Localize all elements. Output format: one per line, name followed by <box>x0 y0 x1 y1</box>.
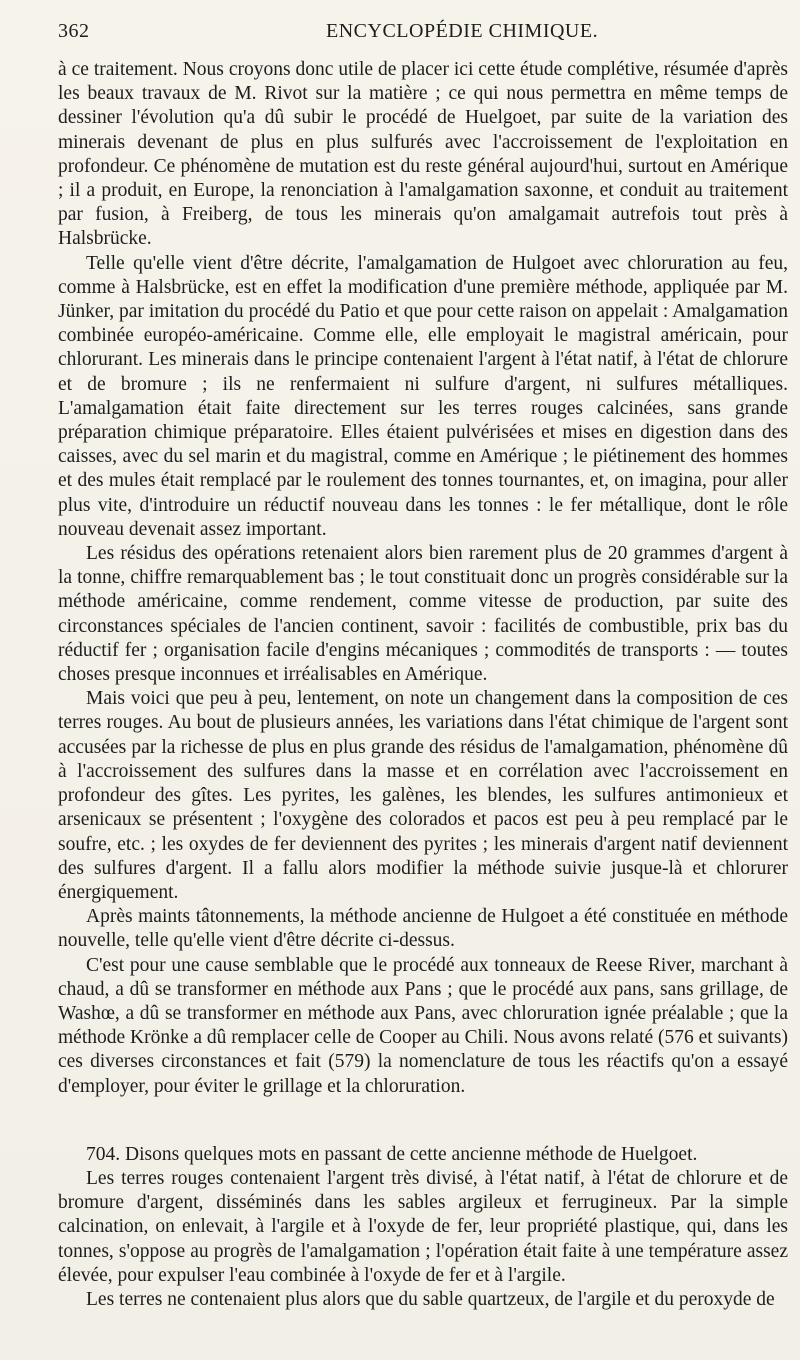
running-title: ENCYCLOPÉDIE CHIMIQUE. <box>326 20 599 42</box>
paragraph-6: C'est pour une cause semblable que le procédé aux tonneaux de Reese River, marchant à chaud, a dû se transformer en méthode aux Pans ; que le procédé aux pans, sans grillage, de Washœ, a dû se transformer en méthode aux Pans, avec chloruration ignée préalable ; que la méthode Krönke a dû remplacer celle de Cooper au Chili. Nous avons relaté (576 et suivants) ces diverses circonstances et fait (579) la nomenclature de tous les réactifs qu'on a essayé d'employer, pour éviter le grillage et la chloruration. <box>58 954 788 1097</box>
section-paragraph-1: Les terres rouges contenaient l'argent très divisé, à l'état natif, à l'état de chlorure et de bromure d'argent, disséminés dans les sables argileux et ferrugineux. Par la simple calcination, on enlevait, à l'argile et à l'oxyde de fer, leur propriété plastique, qui, dans les tonnes, s'oppose au progrès de l'amalgamation ; l'opération était faite à une température assez élevée, pour expulser l'eau combinée à l'oxyde de fer et à l'argile. <box>58 1167 788 1286</box>
body-text <box>58 58 788 1312</box>
paragraph-5: Après maints tâtonnements, la méthode ancienne de Hulgoet a été constituée en méthode nouvelle, telle qu'elle vient d'être décrite ci-dessus. <box>58 906 788 952</box>
section-title: 704. Disons quelques mots en passant de cette ancienne méthode de Huelgoet. <box>86 1143 698 1165</box>
page-header <box>58 20 788 48</box>
paragraph-2: Telle qu'elle vient d'être décrite, l'amalgamation de Hulgoet avec chloruration au feu, comme à Halsbrücke, est en effet la modification d'une première méthode, appliquée par M. Jünker, par imitation du procédé du Patio et que pour cette raison on appelait : Amalgamation combinée européo-américaine. Comme elle, elle employait le magistral américain, pour chlorurant. Les minerais dans le principe contenaient l'argent à l'état natif, à l'état de chlorure et de bromure ; ils ne renfermaient ni sulfure d'argent, ni sulfures métalliques. L'amalgamation était faite directement sur les terres rouges calcinées, sans grande préparation chimique préparatoire. Elles étaient pulvérisées et mises en digestion dans des caisses, avec du sel marin et du magistral, comme en Amérique ; le piétinement des hommes et des mules était remplacé par le roulement des tonnes tournantes, et, on imagina, pour aller plus vite, d'introduire un réductif nouveau dans les tonnes : le fer métallique, dont le rôle nouveau devenait assez important. <box>58 252 788 540</box>
section-gap <box>58 1099 788 1143</box>
paragraph-1: à ce traitement. Nous croyons donc utile de placer ici cette étude complétive, résumée d'après les beaux travaux de M. Rivot sur la matière ; ce qui nous permettra en même temps de dessiner l'évolution qu'a dû subir le procédé de Huelgoet, par suite de la variation des minerais devenant de plus en plus sulfurés avec l'accroissement de l'exploitation en profondeur. Ce phénomène de mutation est du reste général aujourd'hui, surtout en Amérique ; il a produit, en Europe, la renonciation à l'amalgamation saxonne, et conduit au traitement par fusion, à Freiberg, de tous les minerais qu'on amalgamait autrefois tout près à Halsbrücke. <box>58 59 788 250</box>
paragraph-3: Les résidus des opérations retenaient alors bien rarement plus de 20 grammes d'argent à la tonne, chiffre remarquablement bas ; le tout constituait donc un progrès considérable sur la méthode américaine, comme rendement, comme vitesse de production, par suite des circonstances spéciales de l'ancien continent, savoir : facilités de combustible, prix bas du réductif fer ; organisation facile d'engins mécaniques ; commodités de transports : — toutes choses presque inconnues et irréalisables en Amérique. <box>58 543 788 686</box>
paragraph-4: Mais voici que peu à peu, lentement, on note un changement dans la composition de ces terres rouges. Au bout de plusieurs années, les variations dans l'état chimique de l'argent sont accusées par la richesse de plus en plus grande des résidus de l'amalgamation, phénomène dû à l'accroissement des sulfures dans la masse et en corrélation avec l'accroissement en profondeur des gîtes. Les pyrites, les galènes, les blendes, les sulfures antimonieux et arsenicaux se présentent ; l'oxygène des colorados et pacos est peu à peu remplacé par le soufre, etc. ; les oxydes de fer deviennent des pyrites ; les minerais d'argent natif deviennent des sulfures d'argent. Il a fallu alors modifier la méthode suivie jusque-là et chlorurer énergiquement. <box>58 688 788 903</box>
page-number: 362 <box>58 20 90 42</box>
section-paragraph-2: Les terres ne contenaient plus alors que du sable quartzeux, de l'argile et du peroxyde de <box>86 1288 775 1310</box>
